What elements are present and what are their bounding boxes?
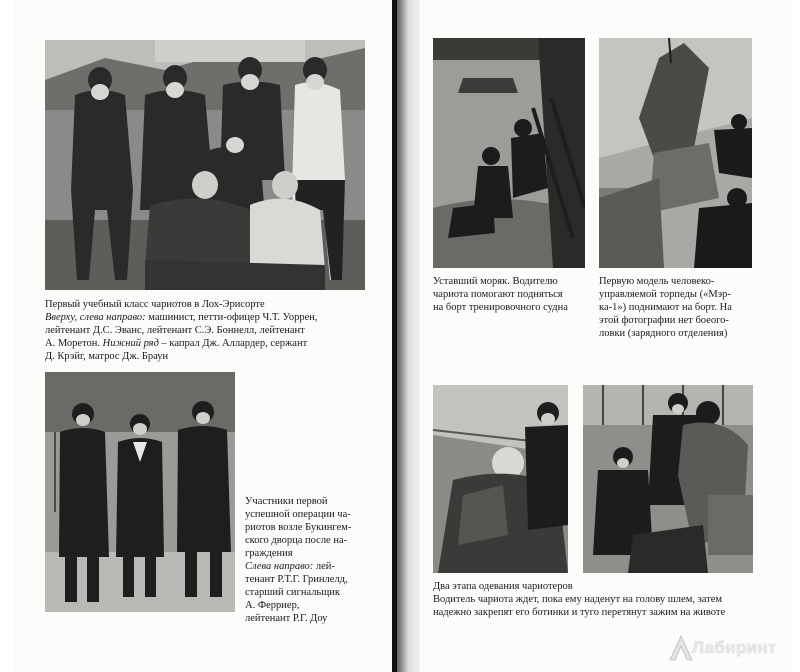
caption-line: управляемой торпеды («Мэр-	[599, 289, 731, 300]
caption-line: ка-1») поднимают на борт. На	[599, 302, 732, 313]
gutter-shadow	[392, 0, 397, 672]
labirint-watermark	[668, 630, 788, 666]
watermark-text: Лабиринт	[692, 638, 777, 657]
caption-line: Уставший моряк. Водителю	[433, 276, 558, 287]
caption-dressing-stages	[433, 580, 773, 619]
caption-tired-sailor	[433, 275, 585, 314]
caption-line: Слева направо: лей-	[245, 561, 335, 572]
labirint-logo-icon	[668, 634, 694, 662]
caption-line: Водитель чариота ждет, пока ему наденут на голову шлем, затем	[433, 594, 723, 605]
caption-line: Участники первой	[245, 496, 328, 507]
caption-buckingham-palace	[245, 495, 390, 625]
caption-line: А. Моретон. Нижний ряд – капрал Дж. Аллардер, сержант	[45, 338, 308, 349]
photo-training-class	[45, 40, 365, 290]
caption-line: лейтенант Р.Г. Доу	[245, 613, 328, 624]
caption-line: граждения	[245, 548, 293, 559]
caption-line: лейтенант Д.С. Эванс, лейтенант С.Э. Боннелл, лейтенант	[45, 325, 305, 336]
caption-training-class	[45, 298, 375, 363]
photo-torpedo-lift	[599, 38, 752, 268]
caption-line: Д. Крэйг, матрос Дж. Браун	[45, 351, 169, 362]
caption-line: Первую модель человеко-	[599, 276, 715, 287]
caption-line: на борт тренировочного судна	[433, 302, 568, 313]
caption-line: ского дворца после на-	[245, 535, 348, 546]
caption-line: ловки (зарядного отделения)	[599, 328, 728, 339]
photo-tired-sailor	[433, 38, 585, 268]
caption-line: риотов возле Букингем-	[245, 522, 352, 533]
caption-line: надежно закрепят его ботинки и туго перетянут зажим на животе	[433, 607, 726, 618]
caption-line: тенант Р.Т.Г. Гринлелд,	[245, 574, 348, 585]
caption-line: чариота помогают подняться	[433, 289, 563, 300]
photo-buckingham-palace	[45, 372, 235, 612]
caption-title: Первый учебный класс чариотов в Лох-Эрисорте	[45, 299, 265, 310]
photo-boots-fitting	[583, 385, 753, 573]
caption-line: успешной операции ча-	[245, 509, 351, 520]
caption-title: Два этапа одевания чариотеров	[433, 581, 573, 592]
caption-line: этой фотографии нет боеого-	[599, 315, 729, 326]
caption-line: старший сигнальщик	[245, 587, 341, 598]
caption-line: Вверху, слева направо: машинист, петти-офицер Ч.Т. Уоррен,	[45, 312, 318, 323]
caption-line: А. Ферриер,	[245, 600, 300, 611]
page-edge	[0, 0, 14, 672]
photo-helmet-fitting	[433, 385, 568, 573]
caption-torpedo-lift	[599, 275, 759, 340]
